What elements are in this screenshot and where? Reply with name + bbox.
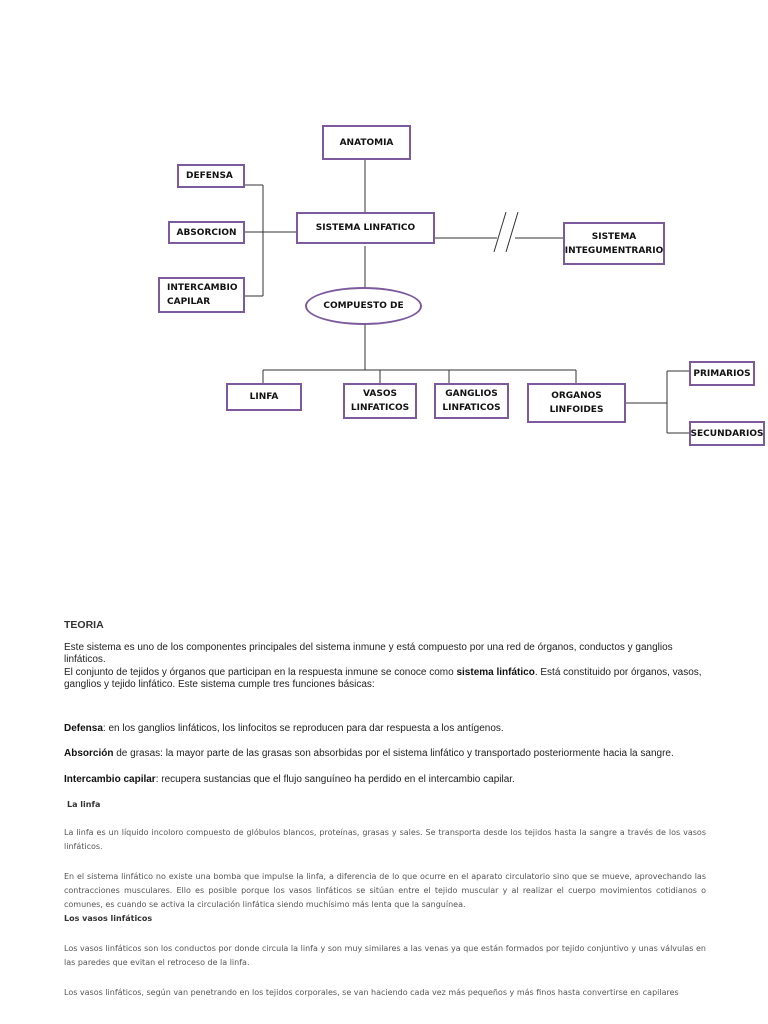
linfa-paragraph-1: La linfa es un líquido incoloro compuesto de glóbulos blancos, proteínas, grasas y sales. Se transporta desde los tejidos hasta la sangre a través de los vasos linfáticos. (64, 828, 706, 851)
linfa-paragraph-2: En el sistema linfático no existe una bomba que impulse la linfa, a diferencia de lo que ocurre en el aparato circulatorio sino que se mueve, aprovechando las contracciones musculares. Ello es posible porque los vasos linfáticos se sitúan entre el tejido muscular y al realizar el cuerpo movimientos cotidianos o comunes, es cuando se activa la circulación linfática siendo muchísimo más lenta que la sanguínea. (64, 872, 706, 909)
intercambio-label-line1: INTERCAMBIO (167, 283, 238, 293)
intercambio-box (158, 277, 245, 313)
concept-map (0, 0, 768, 460)
anatomia-box (322, 125, 411, 160)
vasos-box (343, 383, 417, 419)
ganglios-label-line1: GANGLIOS (445, 389, 498, 399)
organos-label-line1: ORGANOS (551, 391, 602, 401)
absorcion-term: Absorción (64, 748, 114, 759)
vasos-label-line2: LINFATICOS (350, 403, 410, 413)
absorcion-box (168, 221, 245, 244)
teoria-paragraph-2 (64, 667, 706, 691)
absorcion-text: de grasas: la mayor parte de las grasas son absorbidas por el sistema linfático y transportado posteriormente hacia la sangre. (113, 748, 674, 759)
teoria-heading: TEORIA (64, 619, 104, 631)
linfa-box (226, 383, 302, 411)
ganglios-label-line2: LINFATICOS (442, 403, 501, 413)
organos-label-line2: LINFOIDES (549, 405, 604, 415)
p2-text-a: El conjunto de tejidos y órganos que participan en la respuesta inmune se conoce como (64, 667, 457, 678)
primarios-label: PRIMARIOS (693, 368, 751, 379)
absorcion-label: ABSORCION (176, 227, 237, 238)
anatomia-label: ANATOMIA (339, 137, 394, 148)
defensa-box (177, 164, 245, 188)
defensa-text: : en los ganglios linfáticos, los linfocitos se reproducen para dar respuesta a los antígenos. (102, 723, 504, 734)
intercambio-label-line2: CAPILAR (167, 297, 211, 307)
primarios-box (689, 361, 755, 386)
vasos-label-line1: VASOS (363, 389, 397, 399)
p2-text-c: . Está constituido por órganos, vasos, ganglios y tejido linfático. Este sistema cumple tres funciones básicas: (64, 667, 702, 690)
compuesto-de-label: COMPUESTO DE (323, 301, 404, 311)
secundarios-box (689, 421, 765, 446)
vasos-paragraph-2: Los vasos linfáticos, según van penetrando en los tejidos corporales, se van haciendo cada vez más pequeños y más finos hasta convertirse en capilares (64, 988, 679, 997)
linfa-label: LINFA (249, 392, 279, 402)
defensa-term: Defensa (64, 723, 103, 734)
intercambio-term: Intercambio capilar (64, 774, 156, 785)
function-intercambio (64, 774, 706, 786)
integumentario-label-line2: INTEGUMENTRARIO (564, 245, 664, 256)
linfa-heading: La linfa (67, 800, 101, 809)
integumentario-label-line1: SISTEMA (591, 231, 637, 242)
compuesto-de-ellipse (305, 287, 422, 325)
vasos-heading: Los vasos linfáticos (64, 914, 153, 923)
function-defensa (64, 723, 706, 735)
sistema-linfatico-box (296, 212, 435, 244)
p2-term: sistema linfático (456, 667, 535, 678)
teoria-paragraph-1: Este sistema es uno de los componentes principales del sistema inmune y está compuesto por una red de órganos, conductos y ganglios linfáticos. (64, 642, 673, 665)
function-absorcion (64, 748, 706, 760)
vasos-paragraph-1: Los vasos linfáticos son los conductos por donde circula la linfa y son muy similares a las venas ya que están formados por tejido conjuntivo y unas válvulas en las paredes que evitan el retroceso de la linfa. (64, 944, 706, 967)
defensa-label: DEFENSA (186, 171, 233, 181)
secundarios-label: SECUNDARIOS (690, 428, 764, 439)
organos-box (527, 383, 626, 423)
sistema-linfatico-label: SISTEMA LINFATICO (315, 223, 416, 233)
ganglios-box (434, 383, 509, 419)
sistema-integumentario-box (563, 222, 665, 265)
intercambio-text: : recupera sustancias que el flujo sanguíneo ha perdido en el intercambio capilar. (155, 774, 515, 785)
